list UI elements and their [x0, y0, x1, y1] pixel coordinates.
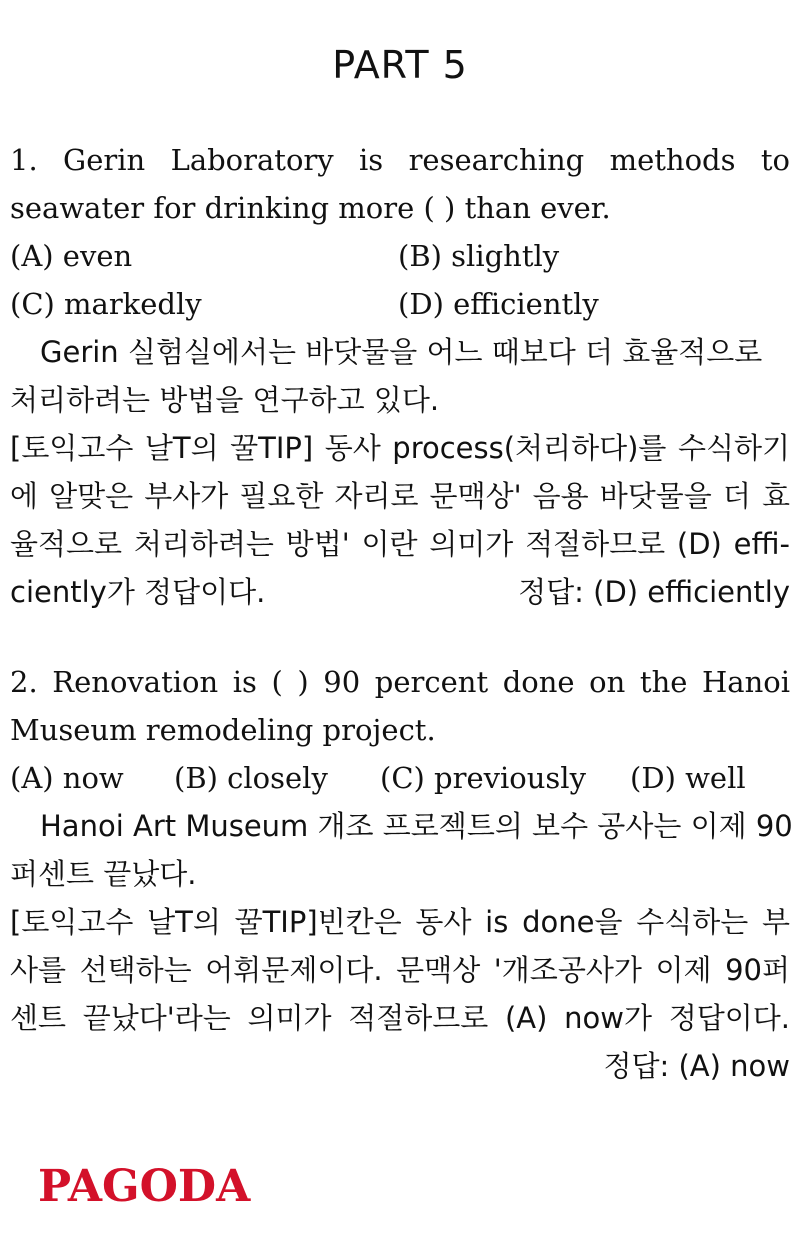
- question-1-option-c: (C) markedly: [10, 287, 202, 321]
- question-1-option-a: (A) even: [10, 239, 133, 273]
- question-1-tip-line-1: [토익고수 날T의 꿀TIP] 동사 process(처리하다)를 수식하기: [10, 431, 790, 465]
- question-1-translation-line-2: 처리하려는 방법을 연구하고 있다.: [10, 383, 440, 417]
- question-1-tip-end: ciently가 정답이다.: [10, 575, 266, 609]
- question-1-option-d: (D) efficiently: [398, 287, 599, 321]
- question-2: [10, 658, 793, 1090]
- question-2-option-d: (D) well: [630, 761, 746, 795]
- pagoda-logo: PAGODA: [38, 1161, 251, 1212]
- question-2-option-a: (A) now: [10, 761, 124, 795]
- question-1-tip-line-4: [10, 568, 790, 616]
- question-1-option-b: (B) slightly: [398, 239, 560, 273]
- question-2-option-b: (B) closely: [174, 761, 328, 795]
- question-1-text-line-1: 1. Gerin Laboratory is researching methods to: [10, 143, 790, 177]
- question-1-tip-line-3: 율적으로 처리하려는 방법' 이란 의미가 적절하므로 (D) effi-: [10, 527, 790, 561]
- question-1: [10, 136, 790, 616]
- question-1-answer: 정답: (D) efficiently: [518, 575, 790, 609]
- question-2-option-c: (C) previously: [380, 761, 586, 795]
- question-1-options-row-1: [10, 232, 790, 280]
- question-2-tip-line-3: 센트 끝났다'라는 의미가 적절하므로 (A) now가 정답이다.: [10, 1001, 790, 1035]
- page-title: PART 5: [332, 43, 468, 87]
- question-2-options-row: [10, 754, 790, 802]
- question-1-text-line-2: seawater for drinking more ( ) than ever.: [10, 191, 611, 225]
- question-2-tip-line-1: [토익고수 날T의 꿀TIP]빈칸은 동사 is done을 수식하는 부: [10, 905, 790, 939]
- question-2-translation-line-1: Hanoi Art Museum 개조 프로젝트의 보수 공사는 이제 90: [40, 809, 793, 843]
- question-2-text-line-1: 2. Renovation is ( ) 90 percent done on the Hanoi: [10, 665, 790, 699]
- question-2-translation-line-2: 퍼센트 끝났다.: [10, 857, 197, 891]
- question-2-tip-line-2: 사를 선택하는 어휘문제이다. 문맥상 '개조공사가 이제 90퍼: [10, 953, 790, 987]
- question-2-answer: 정답: (A) now: [603, 1049, 790, 1083]
- question-1-tip-line-2: 에 알맞은 부사가 필요한 자리로 문맥상' 음용 바닷물을 더 효: [10, 479, 790, 513]
- question-2-text-line-2: Museum remodeling project.: [10, 713, 436, 747]
- question-1-options-row-2: [10, 280, 790, 328]
- question-1-translation-line-1: Gerin 실험실에서는 바닷물을 어느 때보다 더 효율적으로: [40, 335, 763, 369]
